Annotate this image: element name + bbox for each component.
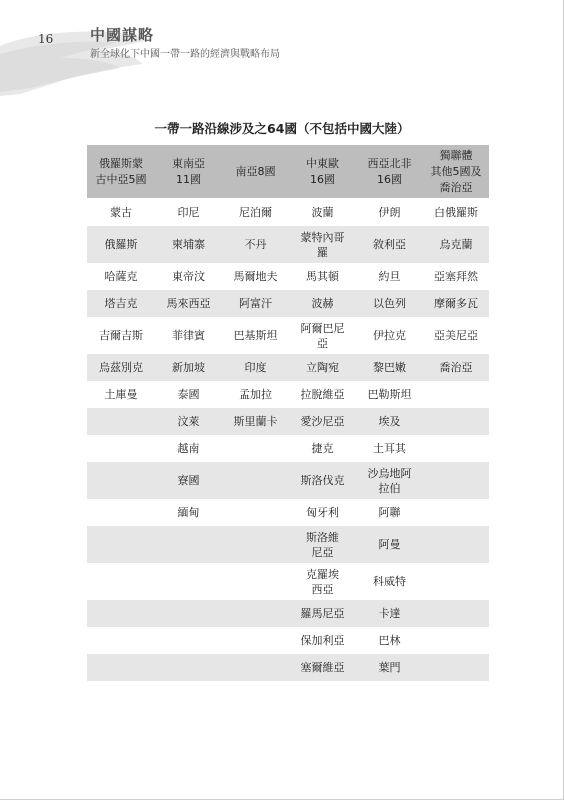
country-name: 寮國 [177, 474, 200, 487]
country-cell [289, 290, 356, 317]
country-cell [289, 263, 356, 290]
country-cell [155, 226, 222, 263]
country-cell [87, 600, 155, 627]
table-row [87, 462, 489, 499]
column-header-line: 古中亞5國 [95, 172, 147, 186]
column-header-line: 西亞北非 [367, 156, 412, 170]
country-cell [155, 563, 222, 600]
country-name: 馬來西亞 [166, 297, 211, 310]
table-row [87, 654, 489, 681]
country-name: 保加利亞 [300, 634, 345, 647]
country-cell [289, 563, 356, 600]
country-cell [222, 226, 289, 263]
country-cell [423, 263, 489, 290]
country-cell [423, 654, 489, 681]
country-cell [423, 563, 489, 600]
table-row [87, 198, 489, 226]
country-name: 斯洛維 [306, 530, 339, 544]
country-cell [356, 263, 423, 290]
column-header-line: 東南亞 [172, 156, 205, 170]
country-cell [155, 408, 222, 435]
country-cell [87, 354, 155, 381]
country-cell [423, 627, 489, 654]
country-cell [155, 654, 222, 681]
country-cell [289, 354, 356, 381]
country-cell [356, 381, 423, 408]
table-row [87, 354, 489, 381]
country-name: 斯洛伐克 [300, 474, 345, 487]
country-cell [423, 226, 489, 263]
table-title: 一帶一路沿線涉及之64國（不包括中國大陸） [154, 121, 410, 136]
country-name: 菲律賓 [172, 329, 205, 342]
country-cell [87, 435, 155, 462]
country-name: 拉伯 [378, 481, 401, 495]
country-cell [289, 526, 356, 563]
column-header-line: 11國 [176, 172, 201, 186]
country-cell [155, 526, 222, 563]
table-row [87, 381, 489, 408]
country-cell [87, 317, 155, 354]
country-name: 喬治亞 [439, 361, 473, 374]
country-cell [222, 317, 289, 354]
country-name: 巴勒斯坦 [367, 388, 412, 401]
country-name: 越南 [177, 442, 200, 455]
country-cell [423, 317, 489, 354]
country-name: 印度 [244, 361, 267, 374]
country-cell [222, 563, 289, 600]
column-header [289, 145, 356, 198]
country-name: 阿曼 [378, 538, 401, 551]
country-name: 波蘭 [311, 205, 334, 219]
country-cell [356, 290, 423, 317]
table-row [87, 290, 489, 317]
country-cell [289, 317, 356, 354]
column-header-line: 其他5國及 [430, 164, 482, 178]
country-cell [289, 381, 356, 408]
country-cell [87, 499, 155, 526]
table-row [87, 600, 489, 627]
country-cell [155, 290, 222, 317]
column-header [155, 145, 222, 198]
column-header-line: 俄羅斯蒙 [99, 156, 143, 170]
country-cell [222, 354, 289, 381]
country-cell [87, 198, 155, 226]
country-cell [222, 462, 289, 499]
country-cell [222, 198, 289, 226]
country-cell [423, 381, 489, 408]
country-cell [356, 317, 423, 354]
table-row [87, 627, 489, 654]
country-name: 斯里蘭卡 [233, 415, 278, 428]
country-name: 約旦 [378, 270, 401, 283]
country-cell [222, 435, 289, 462]
country-name: 匈牙利 [306, 506, 339, 519]
country-name: 克羅埃 [306, 567, 339, 581]
country-name: 土庫曼 [104, 388, 138, 401]
country-cell [155, 499, 222, 526]
country-cell [87, 563, 155, 600]
country-cell [356, 435, 423, 462]
country-name: 亞美尼亞 [434, 329, 478, 342]
country-name: 敘利亞 [373, 238, 406, 251]
country-name: 阿富汗 [239, 297, 272, 310]
country-cell [356, 600, 423, 627]
country-cell [289, 198, 356, 226]
column-header [356, 145, 423, 198]
country-cell [222, 381, 289, 408]
country-cell [87, 526, 155, 563]
country-cell [222, 600, 289, 627]
table-row [87, 317, 489, 354]
country-name: 烏茲別克 [99, 361, 143, 374]
country-name: 伊朗 [378, 205, 401, 219]
book-subtitle: 新全球化下中國一帶一路的經濟與戰略布局 [90, 49, 280, 60]
country-cell [289, 408, 356, 435]
table-row [87, 563, 489, 600]
country-cell [289, 627, 356, 654]
country-name: 緬甸 [177, 506, 200, 519]
country-cell [289, 654, 356, 681]
country-cell [155, 381, 222, 408]
country-name: 科威特 [373, 575, 406, 588]
table-row [87, 408, 489, 435]
country-name: 馬爾地夫 [233, 270, 278, 283]
country-cell [87, 654, 155, 681]
country-name: 吉爾吉斯 [99, 329, 143, 342]
country-name: 立陶宛 [306, 361, 339, 374]
column-header-line: 中東歐 [306, 156, 339, 170]
country-name: 西亞 [311, 582, 334, 596]
country-cell [87, 290, 155, 317]
table-row [87, 435, 489, 462]
country-name: 羅 [317, 245, 328, 259]
country-name: 摩爾多瓦 [434, 297, 478, 310]
table-row [87, 526, 489, 563]
country-cell [222, 654, 289, 681]
country-cell [289, 462, 356, 499]
column-header [423, 145, 489, 198]
column-header-line: 獨聯體 [439, 148, 473, 162]
country-cell [155, 317, 222, 354]
country-name: 阿爾巴尼 [300, 321, 345, 335]
country-name: 羅馬尼亞 [300, 607, 345, 620]
country-name: 東帝汶 [172, 270, 205, 283]
country-cell [289, 600, 356, 627]
country-cell [155, 354, 222, 381]
country-cell [356, 654, 423, 681]
country-name: 白俄羅斯 [434, 205, 478, 219]
book-title: 中國謀略 [90, 26, 155, 44]
country-cell [423, 435, 489, 462]
country-name: 亞塞拜然 [434, 270, 478, 283]
country-cell [423, 408, 489, 435]
country-cell [155, 462, 222, 499]
country-name: 伊拉克 [373, 329, 406, 342]
country-cell [222, 263, 289, 290]
country-cell [87, 408, 155, 435]
country-cell [87, 263, 155, 290]
country-cell [289, 435, 356, 462]
country-name: 巴基斯坦 [233, 329, 278, 342]
country-name: 馬其頓 [306, 270, 339, 283]
column-header-line: 16國 [377, 172, 402, 186]
country-name: 尼亞 [311, 545, 334, 559]
country-cell [423, 462, 489, 499]
country-cell [222, 499, 289, 526]
country-name: 新加坡 [172, 361, 205, 374]
country-cell [423, 600, 489, 627]
country-cell [356, 462, 423, 499]
column-header [87, 145, 155, 198]
country-name: 泰國 [177, 388, 200, 401]
country-name: 葉門 [378, 661, 401, 674]
country-name: 尼泊爾 [239, 205, 272, 219]
country-cell [87, 627, 155, 654]
country-cell [423, 526, 489, 563]
country-cell [222, 526, 289, 563]
country-cell [356, 408, 423, 435]
country-name: 蒙特內哥 [300, 230, 345, 244]
country-name: 以色列 [373, 297, 406, 310]
country-name: 塔吉克 [104, 297, 138, 310]
column-header-line: 南亞8國 [235, 164, 276, 178]
country-name: 卡達 [378, 607, 401, 620]
country-cell [356, 198, 423, 226]
column-header-line: 喬治亞 [439, 180, 473, 194]
country-cell [423, 290, 489, 317]
country-name: 塞爾維亞 [300, 661, 345, 674]
country-name: 土耳其 [373, 442, 406, 455]
country-cell [155, 435, 222, 462]
country-name: 印尼 [177, 205, 200, 219]
country-cell [356, 563, 423, 600]
column-header [222, 145, 289, 198]
country-name: 蒙古 [110, 205, 132, 219]
country-cell [423, 499, 489, 526]
country-name: 埃及 [378, 415, 401, 428]
country-cell [289, 226, 356, 263]
country-name: 波赫 [311, 297, 334, 310]
page-number: 16 [38, 32, 54, 46]
country-cell [356, 526, 423, 563]
country-name: 巴林 [378, 634, 401, 647]
country-name: 俄羅斯 [104, 238, 138, 251]
country-name: 亞 [317, 336, 328, 350]
country-cell [87, 226, 155, 263]
table-row [87, 263, 489, 290]
country-cell [356, 226, 423, 263]
country-cell [356, 627, 423, 654]
country-cell [423, 198, 489, 226]
country-name: 柬埔寨 [172, 238, 205, 251]
country-cell [423, 354, 489, 381]
country-name: 拉脫維亞 [300, 388, 345, 401]
country-cell [87, 462, 155, 499]
table-header-row [87, 145, 489, 198]
country-cell [155, 263, 222, 290]
country-cell [222, 290, 289, 317]
table-row [87, 499, 489, 526]
column-header-line: 16國 [310, 172, 335, 186]
table-body [87, 198, 489, 681]
country-cell [155, 600, 222, 627]
country-cell [356, 499, 423, 526]
country-cell [155, 198, 222, 226]
country-cell [222, 627, 289, 654]
country-cell [289, 499, 356, 526]
table-row [87, 226, 489, 263]
countries-table [87, 145, 489, 681]
country-name: 愛沙尼亞 [300, 415, 345, 428]
country-name: 汶萊 [177, 415, 200, 428]
country-name: 哈薩克 [104, 270, 138, 283]
country-name: 沙烏地阿 [367, 466, 412, 480]
country-cell [87, 381, 155, 408]
country-cell [356, 354, 423, 381]
country-name: 黎巴嫩 [373, 361, 406, 374]
country-name: 捷克 [311, 442, 334, 455]
country-name: 不丹 [244, 238, 267, 251]
country-name: 阿聯 [378, 506, 401, 519]
country-cell [155, 627, 222, 654]
country-name: 烏克蘭 [439, 238, 473, 251]
country-name: 孟加拉 [239, 388, 272, 401]
country-cell [222, 408, 289, 435]
